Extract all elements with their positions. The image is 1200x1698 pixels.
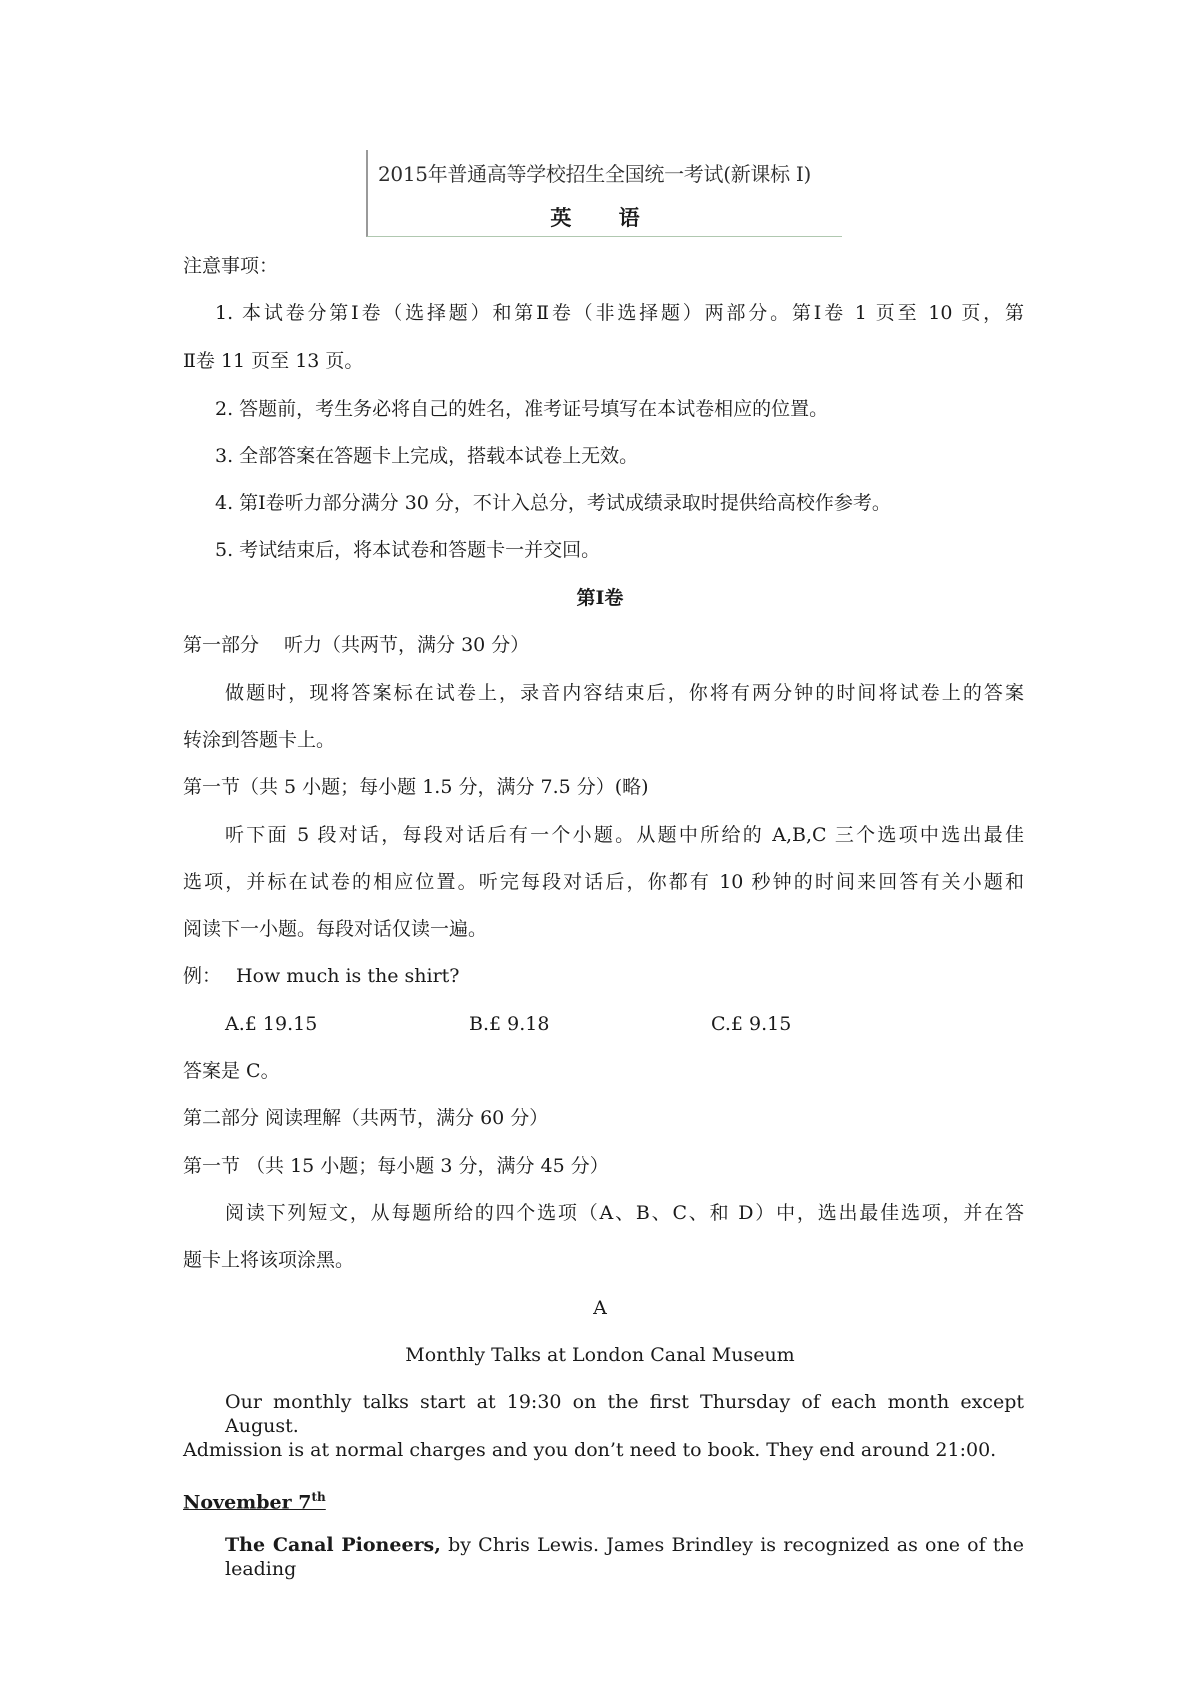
passage-para1-line-1: Our monthly talks start at 19:30 on the first Thursday of each month except August. xyxy=(225,1391,1024,1437)
notice-item-1-line-2: Ⅱ卷 11 页至 13 页。 xyxy=(183,350,364,372)
talk-title: The Canal Pioneers, xyxy=(225,1534,441,1556)
passage-title: Monthly Talks at London Canal Museum xyxy=(405,1344,795,1366)
exam-subject: 英 语 xyxy=(550,205,660,230)
exam-header xyxy=(366,150,842,237)
passage-letter: A xyxy=(593,1297,607,1319)
part2-intro-line-2: 题卡上将该项涂黑。 xyxy=(183,1249,355,1271)
notice-heading: 注意事项： xyxy=(183,255,279,277)
part1-intro-line-1: 做题时，现将答案标在试卷上，录音内容结束后，你将有两分钟的时间将试卷上的答案 xyxy=(225,682,1024,704)
part2-intro-line-1: 阅读下列短文，从每题所给的四个选项（A、B、C、和 D）中，选出最佳选项，并在答 xyxy=(225,1202,1024,1224)
part1-section1-heading: 第一节（共 5 小题；每小题 1.5 分，满分 7.5 分）(略) xyxy=(183,776,649,798)
talk-date-suffix: th xyxy=(311,1490,326,1504)
exam-title: 2015年普通高等学校招生全国统一考试(新课标 I) xyxy=(378,162,811,186)
talk-description-line-1 xyxy=(225,1533,1024,1581)
notice-item-5: 5. 考试结束后，将本试卷和答题卡一并交回。 xyxy=(215,539,601,561)
example-option-c: C.£ 9.15 xyxy=(711,1013,792,1035)
example-label: 例： xyxy=(183,965,222,987)
example-answer: 答案是 C。 xyxy=(183,1060,280,1082)
notice-item-3: 3. 全部答案在答题卡上完成，搭载本试卷上无效。 xyxy=(215,445,639,467)
notice-item-2: 2. 答题前，考生务必将自己的姓名，准考证号填写在本试卷相应的位置。 xyxy=(215,398,829,420)
part1-heading: 第一部分 听力（共两节，满分 30 分） xyxy=(183,634,530,656)
part2-section1-heading: 第一节 （共 15 小题；每小题 3 分，满分 45 分） xyxy=(183,1155,609,1177)
part1-section1-line-3: 阅读下一小题。每段对话仅读一遍。 xyxy=(183,918,488,940)
part2-heading: 第二部分 阅读理解（共两节，满分 60 分） xyxy=(183,1107,549,1129)
talk-date: November 7 xyxy=(183,1491,312,1514)
part1-section1-line-2: 选项，并标在试卷的相应位置。听完每段对话后，你都有 10 秒钟的时间来回答有关小题和 xyxy=(183,871,1024,893)
notice-item-1-line-1: 1. 本试卷分第Ⅰ卷（选择题）和第Ⅱ卷（非选择题）两部分。第Ⅰ卷 1 页至 10 页，第 xyxy=(215,302,1024,324)
example-option-b: B.£ 9.18 xyxy=(469,1013,550,1035)
talk-date-heading xyxy=(183,1485,326,1514)
volume-title: 第Ⅰ卷 xyxy=(576,587,624,609)
passage-para1-line-2: Admission is at normal charges and you don’t need to book. They end around 21:00. xyxy=(183,1439,997,1461)
talk-text: by Chris Lewis. James Brindley is recognized as one of the leading xyxy=(225,1534,1024,1580)
notice-item-4: 4. 第Ⅰ卷听力部分满分 30 分，不计入总分，考试成绩录取时提供给高校作参考。 xyxy=(215,492,891,514)
part1-section1-line-1: 听下面 5 段对话，每段对话后有一个小题。从题中所给的 A,B,C 三个选项中选出最佳 xyxy=(225,824,1024,846)
example-question: How much is the shirt? xyxy=(236,965,460,987)
part1-intro-line-2: 转涂到答题卡上。 xyxy=(183,729,336,751)
example-option-a: A.£ 19.15 xyxy=(225,1013,318,1035)
